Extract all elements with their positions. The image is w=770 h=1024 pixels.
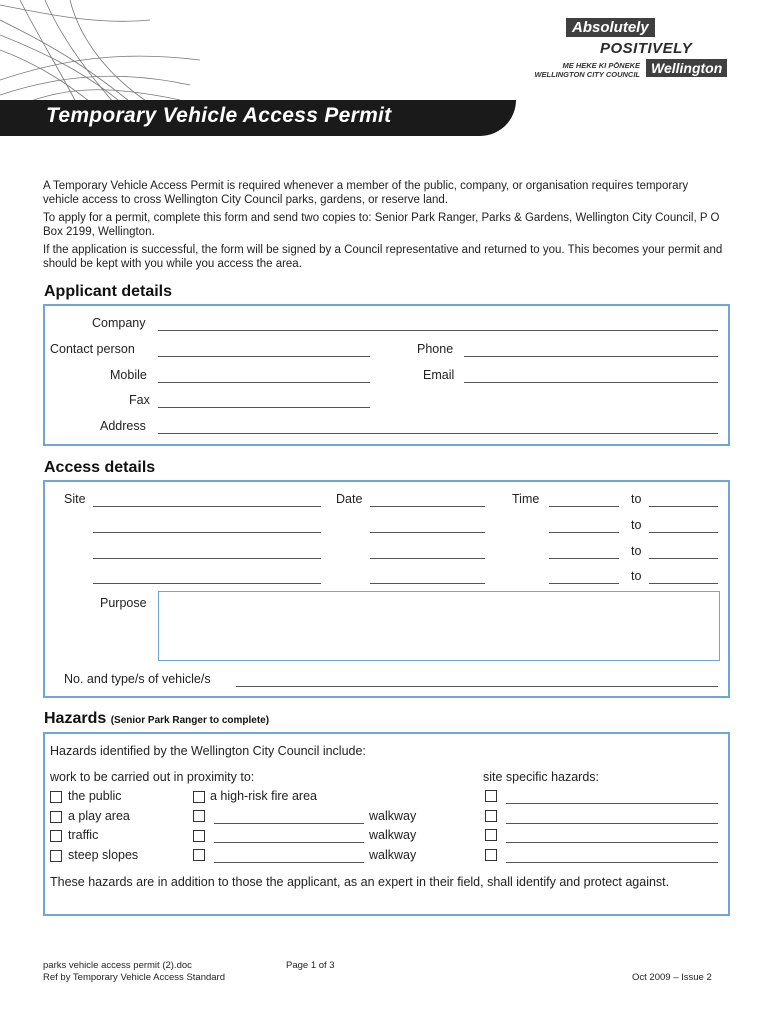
phone-field[interactable] <box>464 356 718 357</box>
phone-label: Phone <box>417 342 454 356</box>
walkway-label-1: walkway <box>369 809 417 823</box>
fax-field[interactable] <box>158 407 370 408</box>
date-field-1[interactable] <box>370 506 485 507</box>
site-field-1[interactable] <box>93 506 321 507</box>
contact-field[interactable] <box>158 356 370 357</box>
address-label: Address <box>100 419 146 433</box>
hazards-subheading: (Senior Park Ranger to complete) <box>110 715 270 726</box>
walkway-field-3[interactable] <box>214 862 364 863</box>
time-to-field-4[interactable] <box>649 583 718 584</box>
site-hazard-checkbox-3[interactable] <box>485 829 497 841</box>
time-from-field-4[interactable] <box>549 583 619 584</box>
to-label-4: to <box>631 569 642 583</box>
site-hazard-checkbox-2[interactable] <box>485 810 497 822</box>
footer-page: Page 1 of 3 <box>286 960 335 971</box>
mobile-label: Mobile <box>110 368 147 382</box>
fax-label: Fax <box>129 393 150 407</box>
footer-ref: Ref by Temporary Vehicle Access Standard <box>43 972 226 983</box>
intro-paragraph-1: A Temporary Vehicle Access Permit is required whenever a member of the public, company, or organisation requires temporary vehicle access to cross Wellington City Council parks, gardens, or reserve land. <box>43 180 689 206</box>
logo-council: WELLINGTON CITY COUNCIL <box>534 70 640 79</box>
footer-file-info <box>43 960 225 984</box>
access-heading: Access details <box>44 459 156 476</box>
walkway-label-3: walkway <box>369 848 417 862</box>
header-decoration <box>0 0 200 110</box>
company-label: Company <box>92 316 146 330</box>
date-field-4[interactable] <box>370 583 485 584</box>
time-from-field-3[interactable] <box>549 558 619 559</box>
logo-wellington: Wellington <box>646 59 727 77</box>
time-from-field-1[interactable] <box>549 506 619 507</box>
footer-filename: parks vehicle access permit (2).doc <box>43 960 192 971</box>
vehicles-label: No. and type/s of vehicle/s <box>64 672 211 686</box>
public-label: the public <box>68 789 122 803</box>
to-label-2: to <box>631 518 642 532</box>
to-label-1: to <box>631 492 642 506</box>
date-field-2[interactable] <box>370 532 485 533</box>
access-box <box>43 480 730 698</box>
footer-issue: Oct 2009 – Issue 2 <box>632 972 712 983</box>
to-label-3: to <box>631 544 642 558</box>
logo-absolutely: Absolutely <box>566 18 655 37</box>
time-to-field-1[interactable] <box>649 506 718 507</box>
time-from-field-2[interactable] <box>549 532 619 533</box>
hazards-title: Hazards <box>44 710 107 727</box>
intro-paragraph-3: If the application is successful, the form will be signed by a Council representative and returned to you. This becomes your permit and should be kept with you while you access the area. <box>43 244 723 270</box>
site-field-3[interactable] <box>93 558 321 559</box>
site-hazard-checkbox-1[interactable] <box>485 790 497 802</box>
purpose-label: Purpose <box>100 596 147 610</box>
hazards-heading <box>44 710 269 728</box>
slopes-checkbox[interactable] <box>50 850 62 862</box>
site-hazard-field-2[interactable] <box>506 823 718 824</box>
purpose-field[interactable] <box>158 591 720 661</box>
site-hazard-checkbox-4[interactable] <box>485 849 497 861</box>
walkway-label-2: walkway <box>369 828 417 842</box>
site-hazard-field-3[interactable] <box>506 842 718 843</box>
proximity-label: work to be carried out in proximity to: <box>50 770 255 784</box>
company-field[interactable] <box>158 330 718 331</box>
site-specific-label: site specific hazards: <box>483 770 600 784</box>
site-field-4[interactable] <box>93 583 321 584</box>
email-field[interactable] <box>464 382 718 383</box>
page-title: Temporary Vehicle Access Permit <box>46 104 392 127</box>
walkway-field-2[interactable] <box>214 842 364 843</box>
play-label: a play area <box>68 809 130 823</box>
site-hazard-field-1[interactable] <box>506 803 718 804</box>
time-to-field-3[interactable] <box>649 558 718 559</box>
time-to-field-2[interactable] <box>649 532 718 533</box>
address-field[interactable] <box>158 433 718 434</box>
mobile-field[interactable] <box>158 382 370 383</box>
public-checkbox[interactable] <box>50 791 62 803</box>
intro-paragraph-2: To apply for a permit, complete this form and send two copies to: Senior Park Ranger, Parks & Gardens, Wellington City Council, P O Box 2199, Wellington. <box>43 212 720 238</box>
slopes-label: steep slopes <box>68 848 139 862</box>
fire-checkbox[interactable] <box>193 791 205 803</box>
hazards-intro: Hazards identified by the Wellington City Council include: <box>50 744 366 758</box>
email-label: Email <box>423 368 455 382</box>
fire-label: a high-risk fire area <box>210 789 317 803</box>
logo-positively: POSITIVELY <box>600 40 693 57</box>
date-label: Date <box>336 492 363 506</box>
contact-label: Contact person <box>50 342 135 356</box>
site-hazard-field-4[interactable] <box>506 862 718 863</box>
walkway-field-1[interactable] <box>214 823 364 824</box>
walkway-checkbox-1[interactable] <box>193 810 205 822</box>
walkway-checkbox-2[interactable] <box>193 830 205 842</box>
vehicles-field[interactable] <box>236 686 718 687</box>
logo-maori: ME HEKE KI PŌNEKE <box>562 61 640 70</box>
site-label: Site <box>64 492 86 506</box>
logo-council-text <box>532 61 640 79</box>
play-checkbox[interactable] <box>50 811 62 823</box>
walkway-checkbox-3[interactable] <box>193 849 205 861</box>
site-field-2[interactable] <box>93 532 321 533</box>
traffic-checkbox[interactable] <box>50 830 62 842</box>
applicant-heading: Applicant details <box>44 283 173 300</box>
traffic-label: traffic <box>68 828 99 842</box>
hazards-note: These hazards are in addition to those the applicant, as an expert in their field, shall identify and protect against. <box>50 875 670 889</box>
date-field-3[interactable] <box>370 558 485 559</box>
time-label: Time <box>512 492 540 506</box>
